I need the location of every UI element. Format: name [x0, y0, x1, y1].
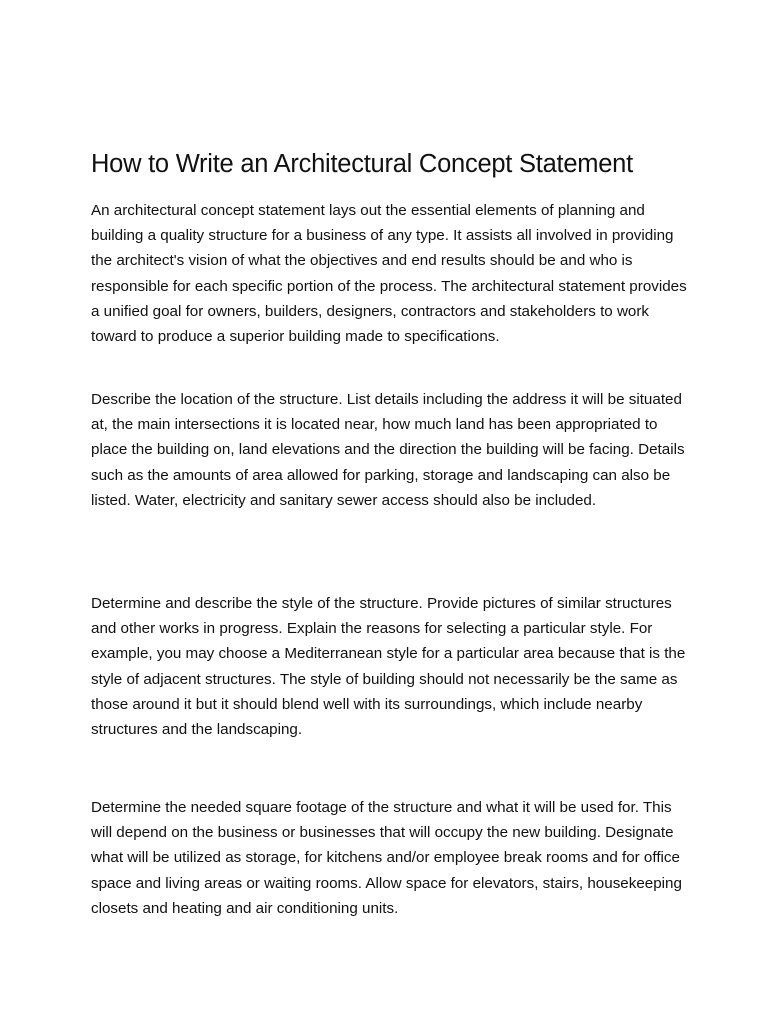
- paragraph-introduction: An architectural concept statement lays out the essential elements of planning and building a quality structure for a business of any type. It assists all involved in providing the architect's vision of what the objectives and end results should be and who is responsible for each specific portion of the process. The architectural statement provides a unified goal for owners, builders, designers, contractors and stakeholders to work toward to produce a superior building made to specifications.: [91, 202, 687, 346]
- paragraph-style: Determine and describe the style of the structure. Provide pictures of similar structures and other works in progress. Explain the reasons for selecting a particular style. For example, you may choose a Mediterranean style for a particular area because that is the style of adjacent structures. The style of building should not necessarily be the same as those around it but it should blend well with its surroundings, which include nearby structures and the landscaping.: [91, 595, 686, 739]
- document-title: How to Write an Architectural Concept Statement: [91, 150, 633, 178]
- paragraph-square-footage: Determine the needed square footage of the structure and what it will be used for. This will depend on the business or businesses that will occupy the new building. Designate what will be utilized as storage, for kitchens and/or employee break rooms and for office space and living areas or waiting rooms. Allow space for elevators, stairs, housekeeping closets and heating and air conditioning units.: [91, 799, 682, 917]
- paragraph-location: Describe the location of the structure. List details including the address it will be situated at, the main intersections it is located near, how much land has been appropriated to place the building on, land elevations and the direction the building will be facing. Details such as the amounts of area allowed for parking, storage and landscaping can also be listed. Water, electricity and sanitary sewer access should also be included.: [91, 391, 685, 509]
